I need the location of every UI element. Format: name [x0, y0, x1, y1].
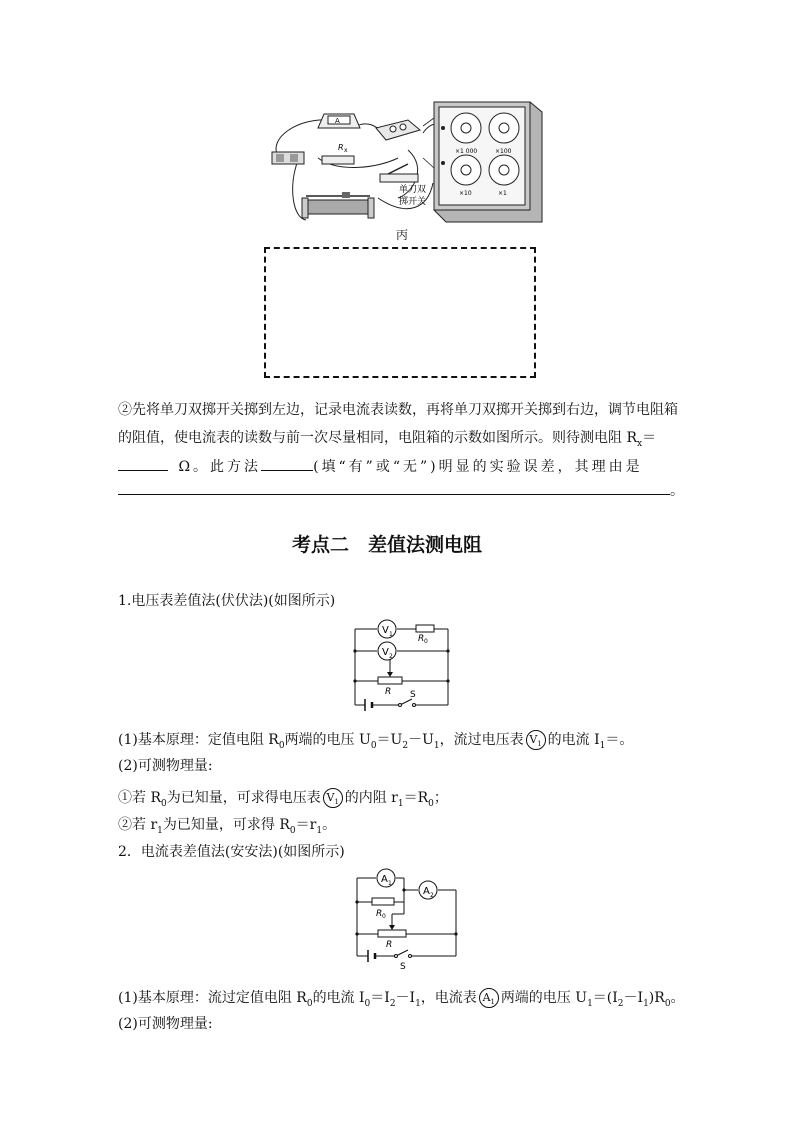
switch-label: S [400, 962, 406, 970]
method2-heading: 2．电流表差值法(安安法)(如图所示) [118, 844, 345, 860]
question-2-line4: 。 [118, 476, 684, 505]
dial-label-100: ×100 [495, 148, 512, 155]
method1-measurable: (2)可测物理量: [118, 758, 213, 774]
v1-symbol: $V_1$ [526, 730, 546, 750]
v2-meter-label: V [382, 647, 389, 658]
dial-label-1000: ×1 000 [455, 148, 478, 155]
svg-text:0: 0 [424, 638, 428, 645]
svg-text:2: 2 [430, 892, 434, 899]
svg-text:1: 1 [389, 631, 393, 638]
apparatus-figure [258, 98, 550, 238]
question-2-line1: ②先将单刀双掷开关掷到左边，记录电流表读数，再将单刀双掷开关掷到右边，调节电阻箱 [118, 402, 678, 418]
rheostat-label: R [386, 940, 393, 950]
circuit-diagram-voltmeter [350, 617, 454, 715]
r0-label: R [418, 634, 425, 644]
svg-text:2: 2 [389, 653, 393, 660]
rx-sub: x [344, 147, 348, 154]
svg-text:1: 1 [388, 880, 392, 887]
switch-label: S [410, 690, 416, 700]
dial-label-1: ×1 [498, 190, 507, 197]
dial-label-10: ×10 [459, 190, 472, 197]
question-2-line2: 的阻值，使电流表的读数与前一次尽量相同，电阻箱的示数如图所示。则待测电阻 $R_x=$ [118, 430, 657, 449]
ammeter-label: A [335, 117, 340, 125]
method1-item1: ①若 $R_0$为已知量，可求得电压表 $V_1$ 的内阻 $r_1=R_0$； [118, 790, 448, 809]
rheostat-label: R [385, 687, 392, 697]
v1-meter-label: V [382, 625, 389, 636]
method1-principle: (1)基本原理：定值电阻 $R_0$两端的电压 $U_0=U_2-U_1$，流过电压表 $V_1$ 的电流 $I_1=$。 [118, 732, 634, 751]
figure-caption: 丙 [396, 228, 409, 242]
a2-meter-label: A [423, 886, 430, 897]
r0-label: R [376, 909, 383, 919]
method2-measurable: (2)可测物理量: [118, 1016, 213, 1032]
switch-label-line1: 单刀双 [399, 185, 427, 195]
method2-principle: (1)基本原理：流过定值电阻 $R_0$的电流 $I_0=I_2-I_1$，电流表 $A_1$ 两端的电压 $U_1=(I_2-I_1)R_0$。 [118, 990, 685, 1009]
svg-text:0: 0 [382, 913, 386, 920]
method1-heading: 1.电压表差值法(伏伏法)(如图所示) [118, 593, 336, 609]
answer-drawing-box[interactable] [264, 247, 536, 378]
rx-label: R [338, 143, 344, 152]
circuit-diagram-ammeter [352, 866, 462, 970]
reason-answer-blank[interactable] [118, 476, 670, 495]
a1-meter-label: A [381, 874, 388, 885]
a1-symbol: $A_1$ [479, 988, 499, 1008]
v1-symbol: $V_1$ [323, 788, 343, 808]
switch-label-line2: 掷开关 [399, 197, 427, 207]
error-answer-blank[interactable] [261, 452, 313, 471]
method1-item2: ②若 $r_1$为已知量，可求得 $R_0=r_1$。 [118, 817, 337, 836]
question-2-line3: Ω。此方法 (填“有”或“无”)明显的实验误差，其理由是 [118, 452, 643, 481]
rx-answer-blank[interactable] [118, 452, 168, 471]
section-title: 考点二 差值法测电阻 [292, 534, 483, 556]
